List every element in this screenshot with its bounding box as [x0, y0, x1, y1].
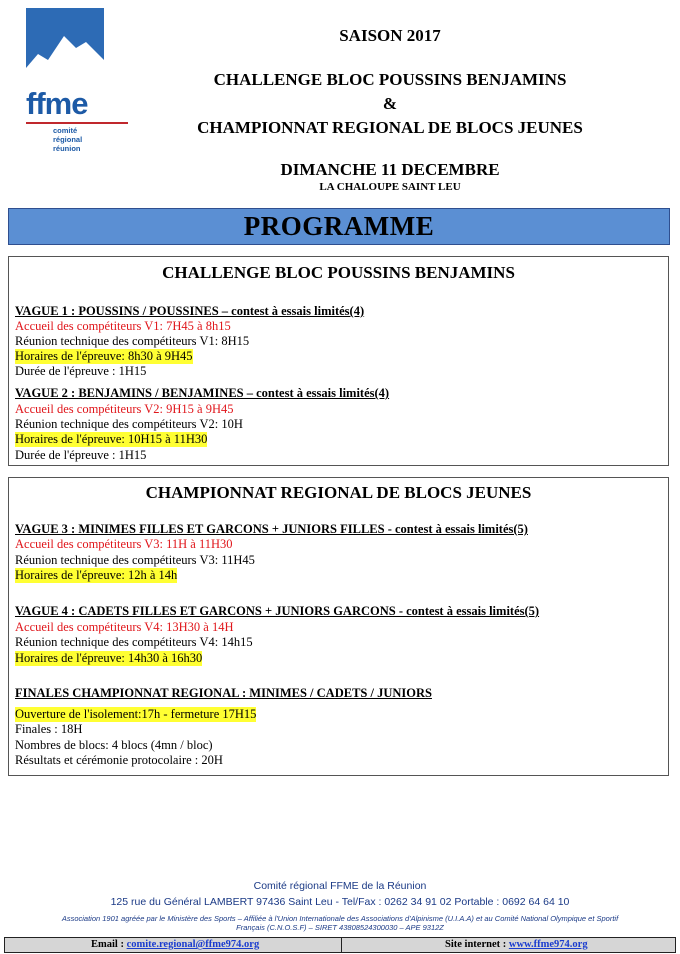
event-place: LA CHALOUPE SAINT LEU — [319, 181, 461, 193]
wave-2-heading: VAGUE 2 : BENJAMINS / BENJAMINES – contest à essais limités(4) — [15, 386, 390, 400]
email-link[interactable]: comite.regional@ffme974.org — [126, 939, 260, 950]
logo-subtitle — [53, 126, 82, 153]
wave-4-reception: Accueil des compétiteurs V4: 13H30 à 14H — [15, 620, 234, 634]
logo-sub-line: régional — [53, 135, 83, 144]
footer-legal — [20, 914, 660, 932]
wave-1-reception: Accueil des compétiteurs V1: 7H45 à 8h15 — [15, 319, 231, 333]
contact-divider — [341, 938, 342, 952]
section-title: CHAMPIONNAT REGIONAL DE BLOCS JEUNES — [145, 483, 532, 502]
wave-3-heading: VAGUE 3 : MINIMES FILLES ET GARCONS + JUNIORS FILLES - contest à essais limités(5) — [15, 522, 528, 536]
footer-org: Comité régional FFME de la Réunion — [253, 880, 427, 892]
results-ceremony: Résultats et cérémonie protocolaire : 20H — [15, 753, 223, 767]
event-title-2: CHAMPIONNAT REGIONAL DE BLOCS JEUNES — [197, 118, 583, 137]
wave-1-heading: VAGUE 1 : POUSSINS / POUSSINES – contest à essais limités(4) — [15, 304, 365, 318]
wave-4-heading: VAGUE 4 : CADETS FILLES ET GARCONS + JUNIORS GARCONS - contest à essais limités(5) — [15, 604, 540, 618]
ampersand: & — [382, 94, 398, 113]
event-title-1: CHALLENGE BLOC POUSSINS BENJAMINS — [213, 70, 567, 89]
logo-sub-line: réunion — [53, 144, 81, 153]
wave-4-briefing: Réunion technique des compétiteurs V4: 14h15 — [15, 635, 253, 649]
wave-3-schedule: Horaires de l'épreuve: 12h à 14h — [15, 568, 178, 582]
wave-2-briefing: Réunion technique des compétiteurs V2: 10H — [15, 417, 243, 431]
logo-wordmark: ffme — [26, 86, 88, 121]
ffme-logo — [26, 8, 130, 153]
event-date: DIMANCHE 11 DECEMBRE — [280, 160, 500, 179]
section-title: CHALLENGE BLOC POUSSINS BENJAMINS — [162, 263, 515, 282]
finals-heading: FINALES CHAMPIONNAT REGIONAL : MINIMES / CADETS / JUNIORS — [15, 686, 432, 700]
website-link[interactable]: www.ffme974.org — [508, 939, 588, 950]
footer-legal-line: Association 1901 agréée par le Ministère des Sports – Affiliée à l'Union Internationale des Associations d'Alpinisme (U.I.A.A) et au Comité National Olympique et Sportif — [61, 914, 619, 923]
finals-time: Finales : 18H — [15, 722, 83, 736]
wave-3-briefing: Réunion technique des compétiteurs V3: 11H45 — [15, 553, 255, 567]
boulder-count: Nombres de blocs: 4 blocs (4mn / bloc) — [15, 738, 213, 752]
footer-legal-line: Français (C.N.O.S.F) – SIRET 43808524300030 – APE 9312Z — [236, 923, 444, 932]
challenge-section — [8, 256, 669, 466]
wave-4-schedule: Horaires de l'épreuve: 14h30 à 16h30 — [15, 651, 203, 665]
email-label: Email : — [91, 939, 127, 950]
championship-section — [8, 477, 669, 776]
wave-2-schedule: Horaires de l'épreuve: 10H15 à 11H30 — [15, 432, 208, 446]
footer-address: 125 rue du Général LAMBERT 97436 Saint Leu - Tel/Fax : 0262 34 91 02 Portable : 0692 64 64 10 — [110, 896, 570, 908]
isolation-opening: Ouverture de l'isolement:17h - fermeture 17H15 — [15, 707, 257, 721]
wave-1-duration: Durée de l'épreuve : 1H15 — [15, 364, 147, 378]
email-contact — [91, 938, 259, 952]
logo-rule — [26, 122, 128, 124]
wave-2-reception: Accueil des compétiteurs V2: 9H15 à 9H45 — [15, 402, 234, 416]
wave-1-schedule: Horaires de l'épreuve: 8h30 à 9H45 — [15, 349, 193, 363]
website-contact — [445, 938, 588, 952]
wave-1-briefing: Réunion technique des compétiteurs V1: 8H15 — [15, 334, 250, 348]
contact-bar — [4, 937, 676, 953]
site-label: Site internet : — [445, 939, 509, 950]
wave-2-duration: Durée de l'épreuve : 1H15 — [15, 448, 147, 462]
programme-banner: PROGRAMME — [8, 208, 670, 245]
wave-3-reception: Accueil des compétiteurs V3: 11H à 11H30 — [15, 537, 233, 551]
logo-sub-line: comité — [53, 126, 78, 135]
season-title: SAISON 2017 — [339, 26, 441, 45]
mountain-logo-icon — [26, 8, 104, 86]
